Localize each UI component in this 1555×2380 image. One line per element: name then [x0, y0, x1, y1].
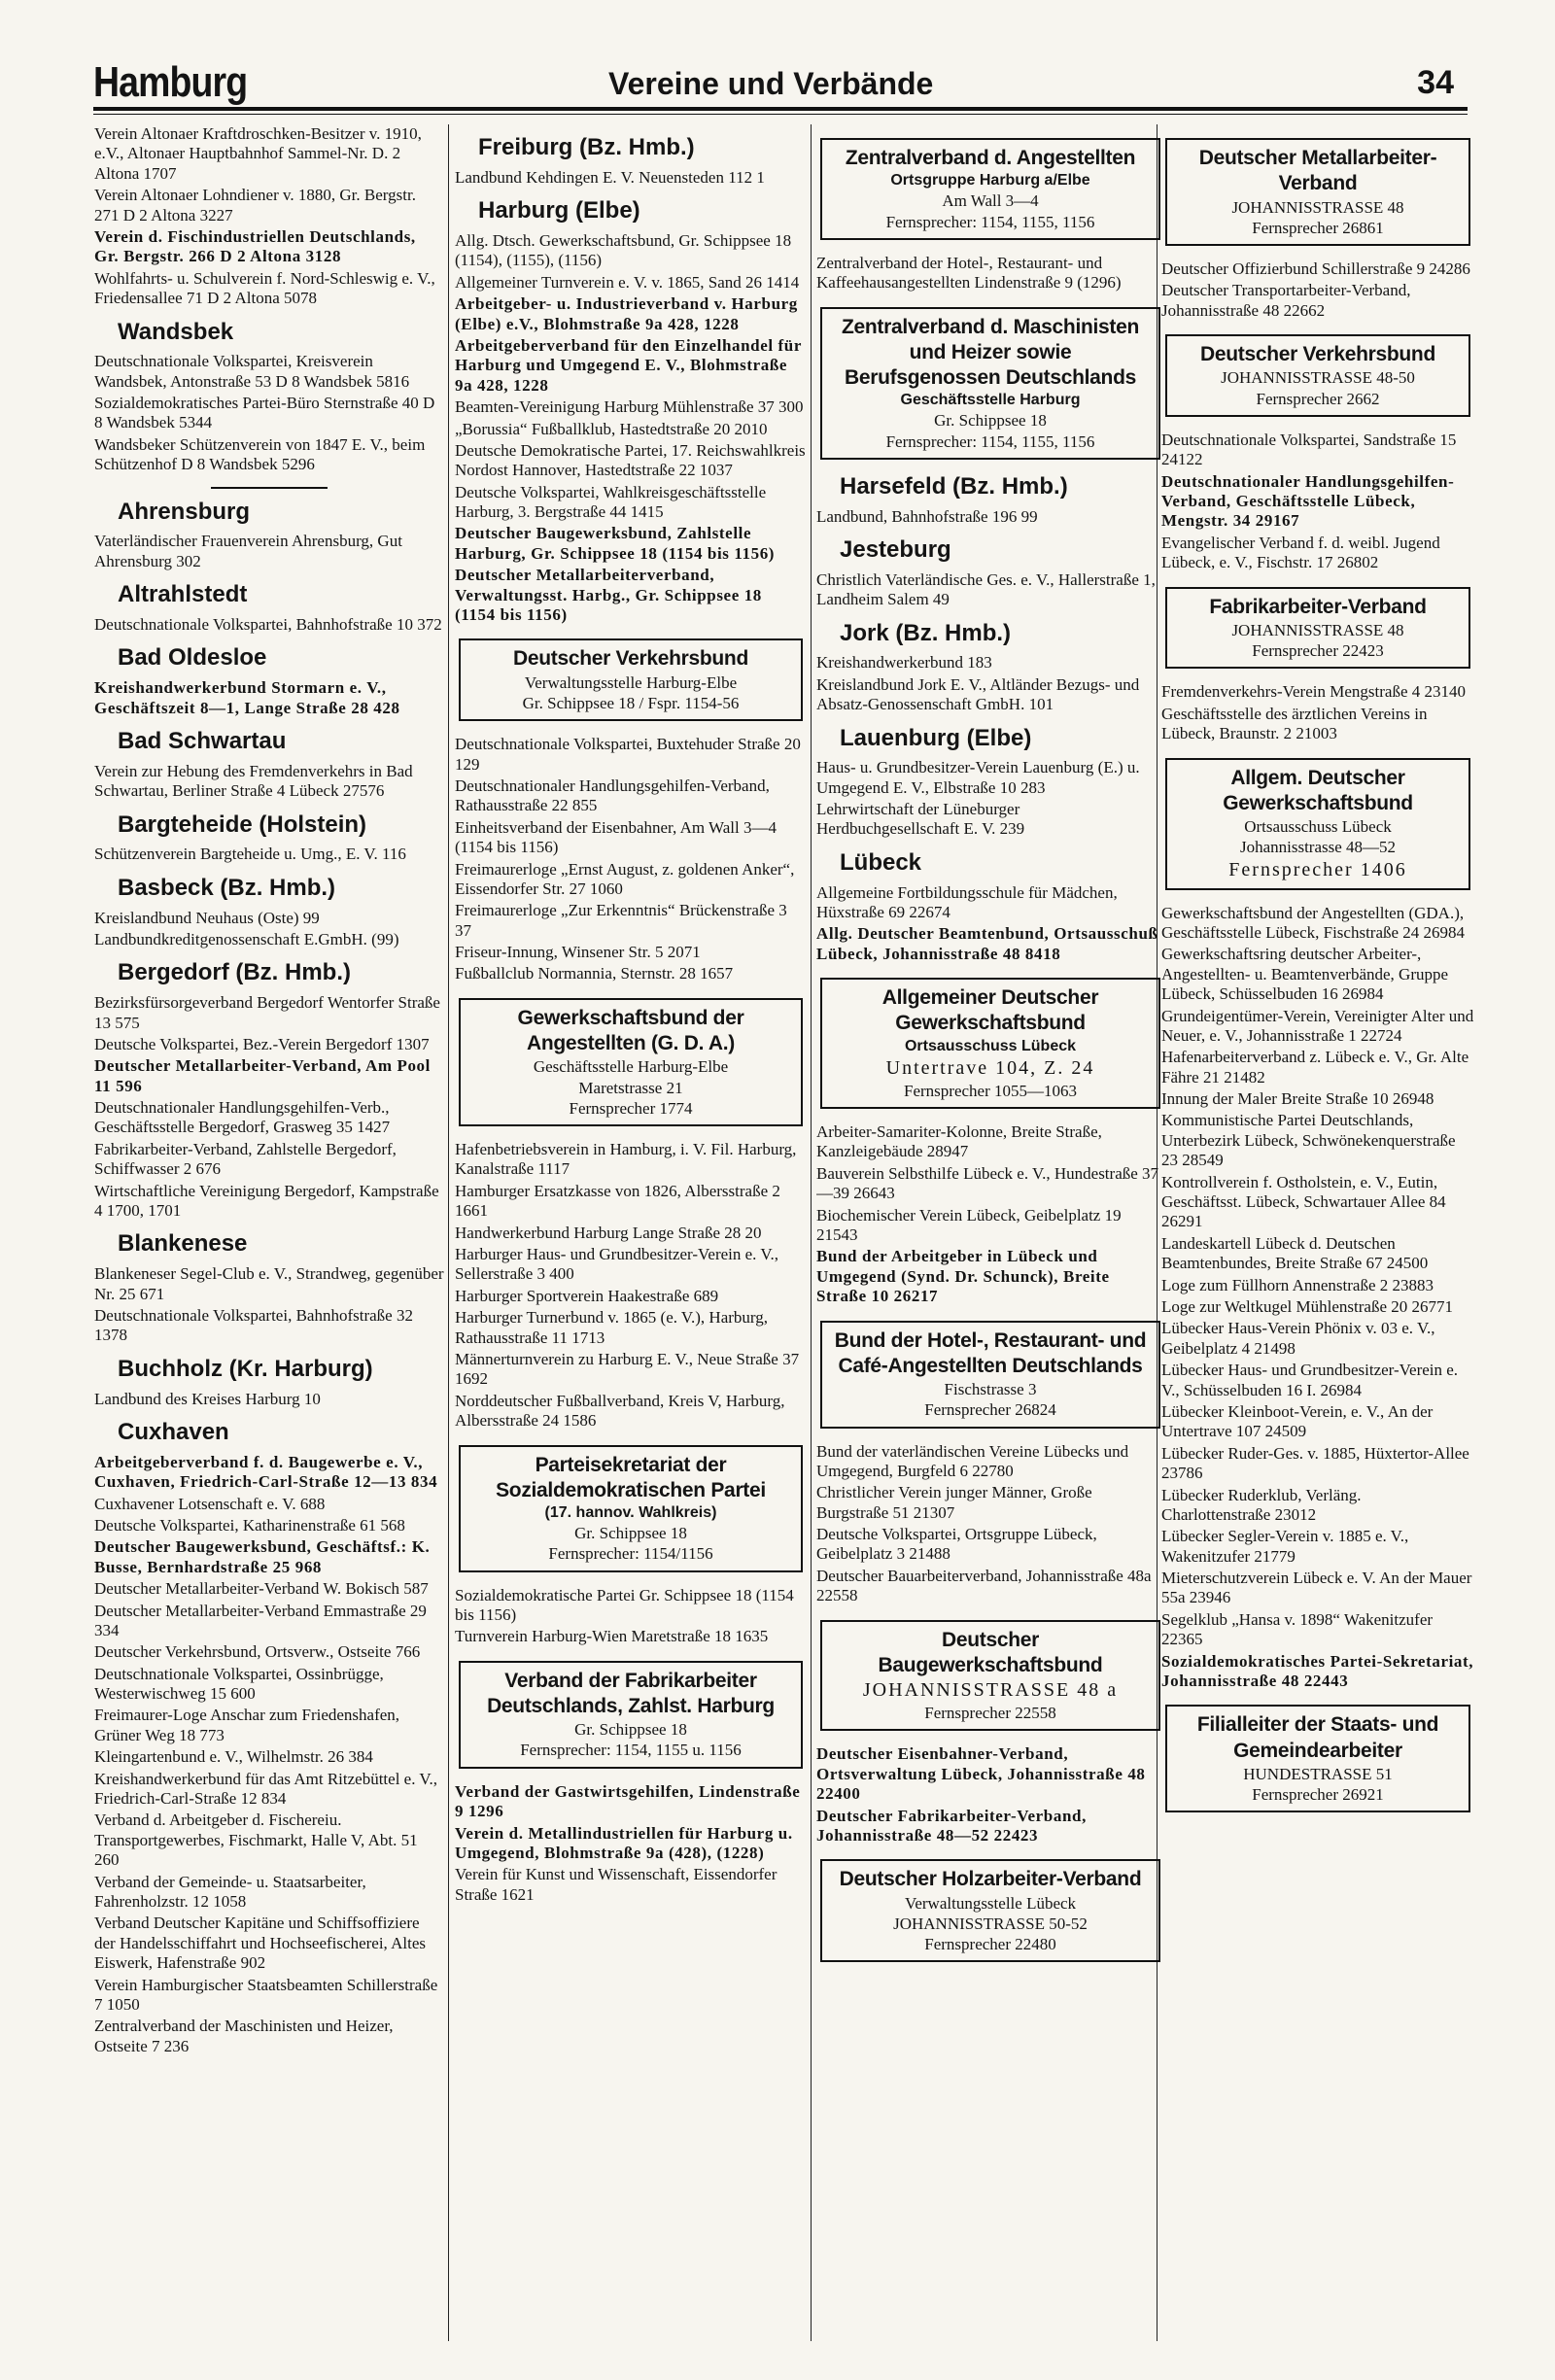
directory-entry: Deutscher Metallarbeiter-Verband, Am Pool 11 596: [94, 1056, 431, 1095]
advertisement-box: [1165, 1705, 1470, 1812]
box-line: Geschäftsstelle Harburg-Elbe: [533, 1057, 729, 1077]
directory-entry: Hamburger Ersatzkasse von 1826, Albersstraße 2 1661: [455, 1181, 780, 1221]
page-number: 34: [1417, 64, 1454, 101]
advertisement-box: [820, 1620, 1160, 1732]
directory-entry: Geschäftsstelle des ärztlichen Vereins in Lübeck, Braunstr. 2 21003: [1161, 704, 1428, 743]
advertisement-box: [1165, 138, 1470, 246]
directory-entry: Verein zur Hebung des Fremdenverkehrs in Bad Schwartau, Berliner Straße 4 Lübeck 27576: [94, 761, 413, 801]
header-section-title: Vereine und Verbände: [608, 66, 934, 101]
header-rule: [93, 107, 1468, 111]
directory-entry: Landeskartell Lübeck d. Deutschen Beamtenbundes, Breite Straße 67 24500: [1161, 1233, 1429, 1273]
city-heading: Wandsbek: [118, 318, 234, 345]
directory-entry: Lehrwirtschaft der Lüneburger Herdbuchgesellschaft E. V. 239: [816, 800, 1025, 839]
directory-entry: Lübecker Haus- und Grundbesitzer-Verein e. V., Schüsselbuden 16 I. 26984: [1161, 1361, 1459, 1399]
directory-entry: Evangelischer Verband f. d. weibl. Jugend Lübeck, e. V., Fischstr. 17 26802: [1161, 533, 1440, 572]
directory-entry: Kreishandwerkerbund für das Amt Ritzebüttel e. V., Friedrich-Carl-Straße 12 834: [94, 1769, 437, 1809]
column-4: [1161, 124, 1474, 2357]
box-line: Fernsprecher 1055—1063: [904, 1081, 1077, 1100]
directory-entry: Handwerkerbund Harburg Lange Straße 28 20: [455, 1223, 762, 1242]
city-heading: Bad Oldesloe: [118, 644, 267, 672]
directory-entry: Deutsche Volkspartei, Katharinenstraße 61 568: [94, 1515, 405, 1535]
city-heading: Bad Schwartau: [118, 728, 287, 754]
directory-entry: Sozialdemokratisches Partei-Sekretariat, Johannisstraße 48 22443: [1161, 1651, 1474, 1691]
box-title: Allgem. Deutscher Gewerkschaftsbund: [1223, 766, 1413, 814]
directory-entry: Hafenbetriebsverein in Hamburg, i. V. Fil. Harburg, Kanalstraße 1117: [455, 1140, 797, 1179]
box-line: Fernsprecher: 1154, 1155, 1156: [885, 431, 1095, 451]
box-title: Allgemeiner Deutscher Gewerkschaftsbund: [881, 986, 1099, 1035]
directory-entry: Verband der Gemeinde- u. Staatsarbeiter, Fahrenholzstr. 12 1058: [94, 1872, 366, 1911]
directory-entry: Verein Hamburgischer Staatsbeamten Schillerstraße 7 1050: [94, 1975, 438, 2014]
directory-entry: Vaterländischer Frauenverein Ahrensburg, Gut Ahrensburg 302: [94, 532, 402, 570]
advertisement-box: [459, 1445, 803, 1572]
directory-entry: Zentralverband der Maschinisten und Heizer, Ostseite 7 236: [94, 2017, 394, 2055]
directory-entry: Verband der Gastwirtsgehilfen, Lindenstraße 9 1296: [455, 1781, 801, 1821]
directory-entry: Landbund, Bahnhofstraße 196 99: [816, 506, 1038, 526]
box-line: Fernsprecher 26861: [1252, 218, 1384, 237]
box-line: Untertrave 104, Z. 24: [885, 1056, 1095, 1079]
directory-entry: Fußballclub Normannia, Sternstr. 28 1657: [455, 964, 734, 983]
box-line: Fernsprecher 26921: [1252, 1785, 1384, 1805]
directory-entry: Verein für Kunst und Wissenschaft, Eissendorfer Straße 1621: [455, 1865, 778, 1904]
directory-entry: Christlich Vaterländische Ges. e. V., Hallerstraße 1, Landheim Salem 49: [816, 569, 1156, 609]
directory-entry: Verband d. Arbeitgeber d. Fischereiu. Transportgewerbes, Fischmarkt, Halle V, Abt. 51 260: [94, 1811, 418, 1870]
directory-entry: Deutsche Volkspartei, Bez.-Verein Bergedorf 1307: [94, 1034, 430, 1053]
advertisement-box: [820, 1859, 1160, 1962]
directory-entry: Deutscher Transportarbeiter-Verband, Johannisstraße 48 22662: [1161, 281, 1411, 320]
advertisement-box: [1165, 334, 1470, 417]
city-heading: Bergedorf (Bz. Hmb.): [118, 959, 351, 986]
directory-entry: Deutschnationale Volkspartei, Bahnhofstraße 10 372: [94, 615, 442, 635]
directory-entry: Kreishandwerkerbund Stormarn e. V., Geschäftszeit 8—1, Lange Straße 28 428: [94, 678, 400, 717]
city-heading: Ahrensburg: [118, 498, 251, 525]
city-heading: Lübeck: [840, 848, 922, 876]
directory-entry: Christlicher Verein junger Männer, Große Burgstraße 51 21307: [816, 1483, 1092, 1522]
city-heading: Cuxhaven: [118, 1418, 229, 1445]
directory-entry: Innung der Maler Breite Straße 10 26948: [1161, 1089, 1434, 1109]
directory-entry: Harburger Sportverein Haakestraße 689: [455, 1286, 719, 1305]
directory-entry: Allgemeiner Turnverein e. V. v. 1865, Sand 26 1414: [455, 272, 800, 292]
box-title: Filialleiter der Staats- und Gemeindearbeiter: [1196, 1713, 1439, 1762]
directory-entry: Wandsbeker Schützenverein von 1847 E. V., beim Schützenhof D 8 Wandsbek 5296: [94, 434, 426, 474]
box-line: Fischstrasse 3: [944, 1380, 1037, 1398]
box-line: Fernsprecher 1406: [1228, 858, 1407, 880]
directory-entry: Turnverein Harburg-Wien Maretstraße 18 1635: [455, 1627, 769, 1646]
advertisement-box: [820, 138, 1160, 240]
advertisement-box: [820, 978, 1160, 1109]
directory-entry: Kleingartenbund e. V., Wilhelmstr. 26 384: [94, 1747, 373, 1767]
directory-entry: Allg. Dtsch. Gewerkschaftsbund, Gr. Schippsee 18 (1154), (1155), (1156): [455, 230, 792, 270]
advertisement-box: [820, 1321, 1160, 1429]
city-heading: Jesteburg: [840, 535, 951, 563]
city-heading: Blankenese: [118, 1230, 248, 1258]
directory-entry: Beamten-Vereinigung Harburg Mühlenstraße 37 300: [455, 397, 804, 417]
directory-entry: Kommunistische Partei Deutschlands, Unterbezirk Lübeck, Schwönekenquerstraße 23 28549: [1161, 1111, 1456, 1170]
box-title: Deutscher Verkehrsbund: [1200, 343, 1435, 366]
box-line: Maretstrasse 21: [578, 1078, 683, 1097]
directory-entry: Friseur-Innung, Winsener Str. 5 2071: [455, 943, 701, 962]
box-line: Gr. Schippsee 18: [574, 1720, 687, 1740]
box-title: Deutscher Metallarbeiter-Verband: [1198, 147, 1437, 195]
directory-entry: Verein Altonaer Kraftdroschken-Besitzer v. 1910, e.V., Altonaer Hauptbahnhof Sammel-Nr. D. 2 Altona 1707: [94, 124, 422, 183]
directory-entry: Bund der vaterländischen Vereine Lübecks und Umgegend, Burgfeld 6 22780: [816, 1441, 1129, 1480]
directory-entry: Bauverein Selbsthilfe Lübeck e. V., Hundestraße 37—39 26643: [816, 1163, 1159, 1203]
directory-entry: Deutschnationale Volkspartei, Sandstraße 15 24122: [1161, 430, 1457, 469]
directory-entry: Deutschnationale Volkspartei, Kreisverein Wandsbek, Antonstraße 53 D 8 Wandsbek 5816: [94, 352, 410, 391]
section-separator: [211, 487, 328, 489]
box-line: (17. hannov. Wahlkreis): [544, 1504, 717, 1522]
directory-entry: Arbeitgeberverband für den Einzelhandel für Harburg und Umgegend E. V., Blohmstraße 9a 428, 1228: [455, 335, 802, 395]
box-line: HUNDESTRASSE 51: [1243, 1764, 1393, 1783]
directory-entry: Gewerkschaftsbund der Angestellten (GDA.), Geschäftsstelle Lübeck, Fischstraße 24 26984: [1161, 903, 1466, 942]
directory-entry: Loge zum Füllhorn Annenstraße 2 23883: [1161, 1275, 1434, 1294]
box-line: Ortsausschuss Lübeck: [1244, 817, 1392, 837]
advertisement-box: [1165, 758, 1470, 890]
directory-entry: Sozialdemokratisches Partei-Büro Sternstraße 40 D 8 Wandsbek 5344: [94, 394, 435, 432]
header-rule-thin: [93, 114, 1468, 115]
advertisement-box: [820, 307, 1160, 460]
directory-entry: Hafenarbeiterverband z. Lübeck e. V., Gr. Alte Fähre 21 21482: [1161, 1048, 1469, 1087]
box-line: Fernsprecher 22423: [1252, 641, 1384, 661]
directory-entry: Mieterschutzverein Lübeck e. V. An der Mauer 55a 23946: [1161, 1569, 1472, 1607]
advertisement-box: [459, 1661, 803, 1769]
column-divider: [811, 124, 812, 2341]
box-line: Verwaltungsstelle Lübeck: [904, 1893, 1077, 1913]
directory-entry: Kreislandbund Neuhaus (Oste) 99: [94, 908, 320, 927]
directory-entry: Freimaurerloge „Ernst August, z. goldenen Anker“, Eissendorfer Str. 27 1060: [455, 859, 795, 898]
directory-entry: Freimaurerloge „Zur Erkenntnis“ Brückenstraße 3 37: [455, 901, 787, 940]
directory-entry: Verein d. Metallindustriellen für Harburg u. Umgegend, Blohmstraße 9a (428), (1228): [455, 1823, 793, 1862]
directory-entry: Deutscher Bauarbeiterverband, Johannisstraße 48a 22558: [816, 1566, 1152, 1605]
box-line: Fernsprecher: 1154, 1155 u. 1156: [520, 1741, 742, 1760]
box-line: JOHANNISSTRASSE 48 a: [862, 1679, 1119, 1702]
box-line: Gr. Schippsee 18: [574, 1524, 687, 1543]
box-line: Ortsgruppe Harburg a/Elbe: [890, 172, 1090, 190]
directory-entry: Verein Altonaer Lohndiener v. 1880, Gr. Bergstr. 271 D 2 Altona 3227: [94, 186, 416, 224]
directory-entry: Landbundkreditgenossenschaft E.GmbH. (99): [94, 929, 399, 949]
directory-entry: Grundeigentümer-Verein, Vereinigter Alter und Neuer, e. V., Johannisstraße 1 22724: [1161, 1006, 1474, 1045]
directory-entry: Einheitsverband der Eisenbahner, Am Wall 3—4 (1154 bis 1156): [455, 817, 777, 857]
directory-entry: Deutschnationaler Handlungsgehilfen-Verb., Geschäftsstelle Bergedorf, Grasweg 35 1427: [94, 1098, 391, 1137]
box-line: Fernsprecher: 1154, 1155, 1156: [885, 212, 1095, 231]
directory-entry: Deutsche Demokratische Partei, 17. Reichswahlkreis Nordost Hannover, Hastedtstraße 22 1037: [455, 440, 806, 480]
directory-entry: Deutscher Metallarbeiterverband, Verwaltungsst. Harbg., Gr. Schippsee 18 (1154 bis 1156): [455, 566, 762, 625]
box-line: Ortsausschuss Lübeck: [904, 1037, 1077, 1054]
directory-entry: Arbeitgeberverband f. d. Baugewerbe e. V., Cuxhaven, Friedrich-Carl-Straße 12—13 834: [94, 1452, 438, 1492]
directory-entry: Deutscher Fabrikarbeiter-Verband, Johannisstraße 48—52 22423: [816, 1806, 1087, 1845]
city-heading: Lauenburg (Elbe): [840, 724, 1032, 751]
box-title: Fabrikarbeiter-Verband: [1209, 595, 1427, 618]
directory-entry: Loge zur Weltkugel Mühlenstraße 20 26771: [1161, 1297, 1453, 1316]
directory-entry: Deutscher Verkehrsbund, Ortsverw., Ostseite 766: [94, 1642, 421, 1662]
box-line: Fernsprecher 22480: [924, 1935, 1056, 1954]
city-heading: Basbeck (Bz. Hmb.): [118, 874, 336, 901]
box-title: Zentralverband d. Angestellten: [845, 147, 1136, 169]
directory-entry: Lübecker Haus-Verein Phönix v. 03 e. V., Geibelplatz 4 21498: [1161, 1319, 1435, 1358]
directory-entry: Bund der Arbeitgeber in Lübeck und Umgegend (Synd. Dr. Schunck), Breite Straße 10 26217: [816, 1247, 1110, 1306]
city-heading: Freiburg (Bz. Hmb.): [478, 134, 695, 160]
directory-entry: Landbund des Kreises Harburg 10: [94, 1389, 321, 1408]
directory-entry: Lübecker Kleinboot-Verein, e. V., An der Untertrave 107 24509: [1161, 1401, 1434, 1441]
page-header: [93, 58, 1454, 106]
box-title: Deutscher Verkehrsbund: [513, 647, 748, 671]
city-heading: Buchholz (Kr. Harburg): [118, 1355, 373, 1382]
city-heading: Altrahlstedt: [118, 581, 248, 608]
directory-entry: Deutsche Volkspartei, Ortsgruppe Lübeck, Geibelplatz 3 21488: [816, 1525, 1097, 1564]
city-heading: Jork (Bz. Hmb.): [840, 619, 1012, 646]
advertisement-box: [459, 638, 803, 721]
directory-entry: Kreislandbund Jork E. V., Altländer Bezugs- und Absatz-Genossenschaft GmbH. 101: [816, 674, 1140, 714]
box-line: Gr. Schippsee 18 / Fspr. 1154-56: [522, 693, 740, 712]
box-line: Verwaltungsstelle Harburg-Elbe: [524, 673, 738, 692]
box-line: Fernsprecher: 1154/1156: [548, 1544, 713, 1564]
directory-entry: Wirtschaftliche Vereinigung Bergedorf, Kampstraße 4 1700, 1701: [94, 1181, 439, 1221]
directory-entry: Allgemeine Fortbildungsschule für Mädchen, Hüxstraße 69 22674: [816, 882, 1118, 922]
directory-entry: Lübecker Ruderklub, Verläng. Charlottenstraße 23012: [1161, 1485, 1362, 1524]
directory-entry: Deutscher Eisenbahner-Verband, Ortsverwaltung Lübeck, Johannisstraße 48 22400: [816, 1744, 1146, 1804]
column-2: [455, 124, 807, 2357]
column-3: [816, 124, 1164, 2357]
directory-entry: „Borussia“ Fußballklub, Hastedtstraße 20 2010: [455, 419, 768, 438]
directory-entry: Lübecker Segler-Verein v. 1885 e. V., Wakenitzufer 21779: [1161, 1527, 1409, 1566]
box-line: Fernsprecher 22558: [924, 1704, 1056, 1723]
directory-entry: Deutscher Baugewerksbund, Zahlstelle Harburg, Gr. Schippsee 18 (1154 bis 1156): [455, 524, 776, 563]
directory-entry: Deutscher Metallarbeiter-Verband Emmastraße 29 334: [94, 1601, 427, 1639]
directory-entry: Segelklub „Hansa v. 1898“ Wakenitzufer 22365: [1161, 1609, 1434, 1649]
box-line: Geschäftsstelle Harburg: [900, 392, 1081, 409]
directory-entry: Deutscher Baugewerksbund, Geschäftsf.: K. Busse, Bernhardstraße 25 968: [94, 1537, 431, 1576]
directory-entry: Allg. Deutscher Beamtenbund, Ortsausschuß Lübeck, Johannisstraße 48 8418: [816, 924, 1158, 963]
directory-entry: Sozialdemokratische Partei Gr. Schippsee 18 (1154 bis 1156): [455, 1585, 794, 1624]
directory-entry: Harburger Haus- und Grundbesitzer-Verein e. V., Sellerstraße 3 400: [455, 1245, 778, 1284]
city-heading: Bargteheide (Holstein): [118, 811, 367, 838]
directory-entry: Deutschnationale Volkspartei, Buxtehuder Straße 20 129: [455, 735, 801, 774]
box-title: Verband der Fabrikarbeiter Deutschlands, Zahlst. Harburg: [487, 1669, 775, 1717]
directory-entry: Biochemischer Verein Lübeck, Geibelplatz 19 21543: [816, 1205, 1122, 1244]
advertisement-box: [459, 998, 803, 1126]
directory-entry: Kreishandwerkerbund 183: [816, 653, 992, 673]
column-divider: [448, 124, 449, 2341]
city-heading: Harburg (Elbe): [478, 197, 640, 224]
directory-entry: Blankeneser Segel-Club e. V., Strandweg, gegenüber Nr. 25 671: [94, 1264, 444, 1303]
box-line: JOHANNISSTRASSE 48: [1231, 197, 1404, 217]
box-line: Fernsprecher 2662: [1256, 389, 1380, 408]
header-city: Hamburg: [93, 58, 248, 106]
directory-entry: Landbund Kehdingen E. V. Neuensteden 112 1: [455, 167, 765, 187]
directory-entry: Cuxhavener Lotsenschaft e. V. 688: [94, 1494, 326, 1513]
directory-entry: Schützenverein Bargteheide u. Umg., E. V. 116: [94, 845, 406, 864]
box-title: Deutscher Holzarbeiter-Verband: [839, 1868, 1142, 1891]
directory-entry: Harburger Turnerbund v. 1865 (e. V.), Harburg, Rathausstraße 11 1713: [455, 1308, 769, 1347]
directory-entry: Verein d. Fischindustriellen Deutschlands, Gr. Bergstr. 266 D 2 Altona 3128: [94, 226, 416, 266]
box-line: Fernsprecher 26824: [924, 1400, 1056, 1420]
box-line: Johannisstrasse 48—52: [1239, 838, 1397, 857]
box-line: JOHANNISSTRASSE 50-52: [893, 1914, 1088, 1933]
directory-entry: Deutsche Volkspartei, Wahlkreisgeschäftsstelle Harburg, 3. Bergstraße 44 1415: [455, 482, 767, 522]
directory-entry: Deutscher Metallarbeiter-Verband W. Bokisch 587: [94, 1579, 429, 1599]
box-title: Bund der Hotel-, Restaurant- und Café-Angestellten Deutschlands: [834, 1328, 1147, 1377]
directory-entry: Deutschnationale Volkspartei, Bahnhofstraße 32 1378: [94, 1306, 413, 1345]
directory-entry: Norddeutscher Fußballverband, Kreis V, Harburg, Albersstraße 24 1586: [455, 1391, 785, 1431]
directory-entry: Kontrollverein f. Ostholstein, e. V., Eutin, Geschäftsst. Lübeck, Schwartauer Allee 84 26291: [1161, 1172, 1446, 1231]
box-line: Fernsprecher 1774: [569, 1098, 693, 1118]
directory-entry: Fremdenverkehrs-Verein Mengstraße 4 23140: [1161, 682, 1466, 702]
directory-entry: Arbeitgeber- u. Industrieverband v. Harburg (Elbe) e.V., Blohmstraße 9a 428, 1228: [455, 294, 798, 333]
directory-entry: Deutschnationaler Handlungsgehilfen-Verband, Rathausstraße 22 855: [455, 776, 770, 815]
directory-entry: Arbeiter-Samariter-Kolonne, Breite Straße, Kanzleigebäude 28947: [816, 1121, 1102, 1161]
directory-entry: Fabrikarbeiter-Verband, Zahlstelle Bergedorf, Schiffwasser 2 676: [94, 1139, 397, 1179]
city-heading: Harsefeld (Bz. Hmb.): [840, 472, 1068, 500]
directory-entry: Deutscher Offizierbund Schillerstraße 9 24286: [1161, 259, 1470, 278]
box-line: JOHANNISSTRASSE 48-50: [1221, 368, 1415, 388]
box-title: Parteisekretariat der Sozialdemokratischen Partei: [496, 1453, 766, 1501]
directory-entry: Deutschnationaler Handlungsgehilfen-Verband, Geschäftsstelle Lübeck, Mengstr. 34 29167: [1161, 471, 1455, 531]
box-title: Deutscher Baugewerkschaftsbund: [878, 1628, 1103, 1676]
box-line: Gr. Schippsee 18: [934, 411, 1047, 431]
directory-entry: Gewerkschaftsring deutscher Arbeiter-, Angestellten- u. Beamtenverbände, Gruppe Lübeck, Schüsselbuden 16 26984: [1161, 945, 1449, 1004]
directory-entry: Haus- u. Grundbesitzer-Verein Lauenburg (E.) u. Umgegend E. V., Elbstraße 10 283: [816, 758, 1140, 797]
directory-entry: Freimaurer-Loge Anschar zum Friedenshafen, Grüner Weg 18 773: [94, 1706, 400, 1744]
box-line: JOHANNISSTRASSE 48: [1231, 620, 1404, 639]
advertisement-box: [1165, 587, 1470, 670]
directory-entry: Männerturnverein zu Harburg E. V., Neue Straße 37 1692: [455, 1350, 800, 1389]
directory-entry: Lübecker Ruder-Ges. v. 1885, Hüxtertor-Allee 23786: [1161, 1443, 1469, 1483]
directory-entry: Deutschnationale Volkspartei, Ossinbrügge, Westerwischweg 15 600: [94, 1664, 384, 1704]
directory-entry: Wohlfahrts- u. Schulverein f. Nord-Schleswig e. V., Friedensallee 71 D 2 Altona 5078: [94, 268, 435, 308]
box-line: Am Wall 3—4: [942, 191, 1039, 211]
directory-entry: Verband Deutscher Kapitäne und Schiffsoffiziere der Handelsschiffahrt und Hochseefischerei, Altes Eiswerk, Hafenstraße 902: [94, 1914, 426, 1973]
box-title: Gewerkschaftsbund der Angestellten (G. D. A.): [517, 1006, 744, 1055]
column-1: [94, 124, 444, 2357]
box-title: Zentralverband d. Maschinisten und Heizer sowie Berufsgenossen Deutschlands: [841, 315, 1140, 390]
directory-entry: Zentralverband der Hotel-, Restaurant- und Kaffeehausangestellten Lindenstraße 9 (1296): [816, 253, 1122, 293]
directory-entry: Bezirksfürsorgeverband Bergedorf Wentorfer Straße 13 575: [94, 993, 440, 1032]
